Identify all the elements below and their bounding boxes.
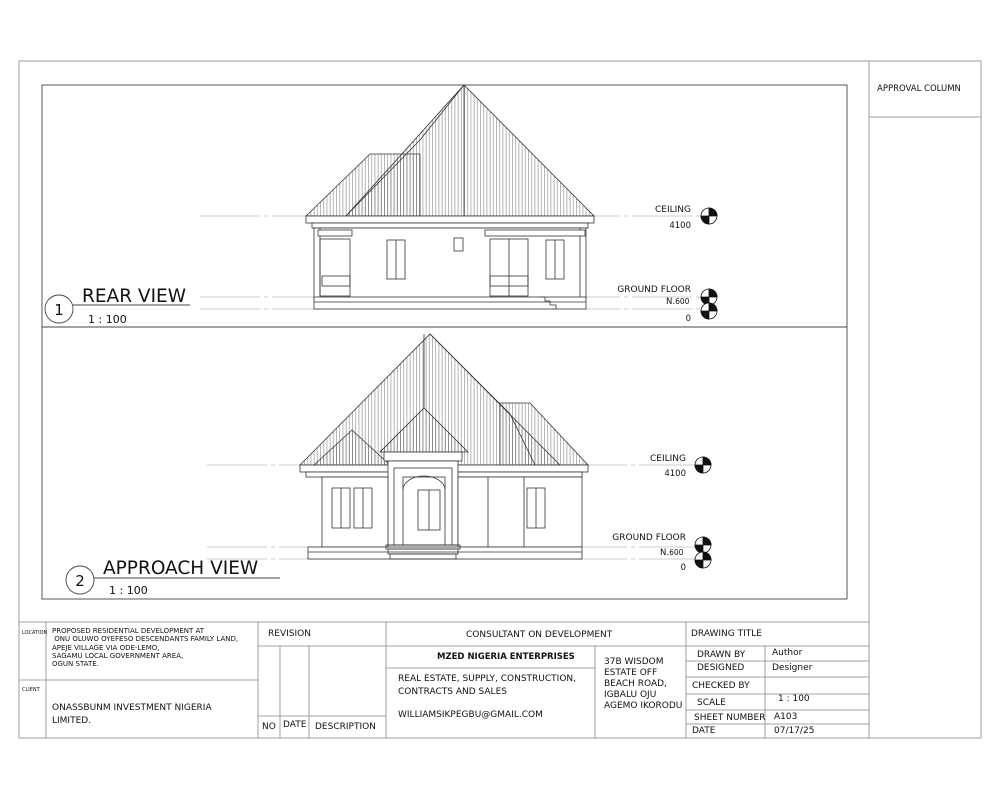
checked-by-label: CHECKED BY <box>692 681 750 691</box>
revision-no-label: NO <box>262 722 276 732</box>
level-symbol-icon <box>695 552 711 568</box>
view-number: 2 <box>75 572 85 590</box>
date-label: DATE <box>692 726 716 736</box>
ceiling-value: 4100 <box>669 221 691 231</box>
approach-right-hip-roof <box>500 403 588 465</box>
ground-floor-label: GROUND FLOOR <box>617 285 691 295</box>
revision-label: REVISION <box>268 629 311 639</box>
ceiling-label: CEILING <box>650 454 686 464</box>
date-value: 07/17/25 <box>774 726 815 736</box>
level-symbol-icon <box>695 537 711 553</box>
ground-value: 0 <box>680 563 686 573</box>
level-symbol-icon <box>701 208 717 224</box>
consultant-services: REAL ESTATE, SUPPLY, CONSTRUCTION, CONTRACTS AND SALES <box>398 674 576 698</box>
sheet-number-label: SHEET NUMBER <box>694 713 766 723</box>
rear-view-title <box>45 286 190 326</box>
revision-description-label: DESCRIPTION <box>315 722 376 732</box>
view-title: APPROACH VIEW <box>103 558 259 579</box>
client-text: ONASSBUNM INVESTMENT NIGERIA LIMITED. <box>52 703 212 726</box>
ground-value: 0 <box>685 314 691 324</box>
level-symbol-icon <box>701 303 717 319</box>
view-scale: 1 : 100 <box>88 313 127 326</box>
view-scale: 1 : 100 <box>109 584 148 597</box>
n-label: N.600 <box>660 548 684 558</box>
location-text: PROPOSED RESIDENTIAL DEVELOPMENT AT ONU OLUWO OYEFESO DESCENDANTS FAMILY LAND, APEJE VILLAGE VIA ODE-LEMO, SAGAMU LOCAL GOVERNMENT AREA, OGUN STATE. <box>52 627 239 668</box>
client-label: CLIENT <box>22 687 40 693</box>
sheet-number-value: A103 <box>774 712 798 722</box>
consultant-email: WILLIAMSIKPEGBU@GMAIL.COM <box>398 710 543 720</box>
ceiling-value: 4100 <box>664 469 686 479</box>
approval-column-label: APPROVAL COLUMN <box>877 84 961 94</box>
ground-floor-label: GROUND FLOOR <box>612 533 686 543</box>
approach-view-title <box>66 558 280 597</box>
consultant-label: CONSULTANT ON DEVELOPMENT <box>466 630 613 640</box>
scale-label: SCALE <box>697 698 726 708</box>
drawn-by-value: Author <box>772 648 803 658</box>
approach-view-elevation <box>207 334 700 559</box>
rear-main-roof <box>346 85 594 216</box>
consultant-address: 37B WISDOM ESTATE OFF BEACH ROAD, IGBALU OJU AGEMO IKORODU <box>604 657 683 711</box>
approach-level-markers <box>612 454 711 573</box>
designed-label: DESIGNED <box>697 663 745 673</box>
rear-level-markers <box>617 205 717 324</box>
location-label: LOCATION <box>22 630 48 636</box>
rear-view-elevation <box>200 85 700 309</box>
view-title: REAR VIEW <box>82 286 187 307</box>
designed-value: Designer <box>772 663 813 673</box>
revision-date-label: DATE <box>283 720 307 730</box>
drawn-by-label: DRAWN BY <box>697 650 746 660</box>
drawing-title-label: DRAWING TITLE <box>691 629 762 639</box>
scale-value: 1 : 100 <box>778 694 810 704</box>
level-symbol-icon <box>695 457 711 473</box>
consultant-name: MZED NIGERIA ENTERPRISES <box>437 652 575 662</box>
n-label: N.600 <box>666 297 690 307</box>
view-number: 1 <box>54 301 64 319</box>
ceiling-label: CEILING <box>655 205 691 215</box>
